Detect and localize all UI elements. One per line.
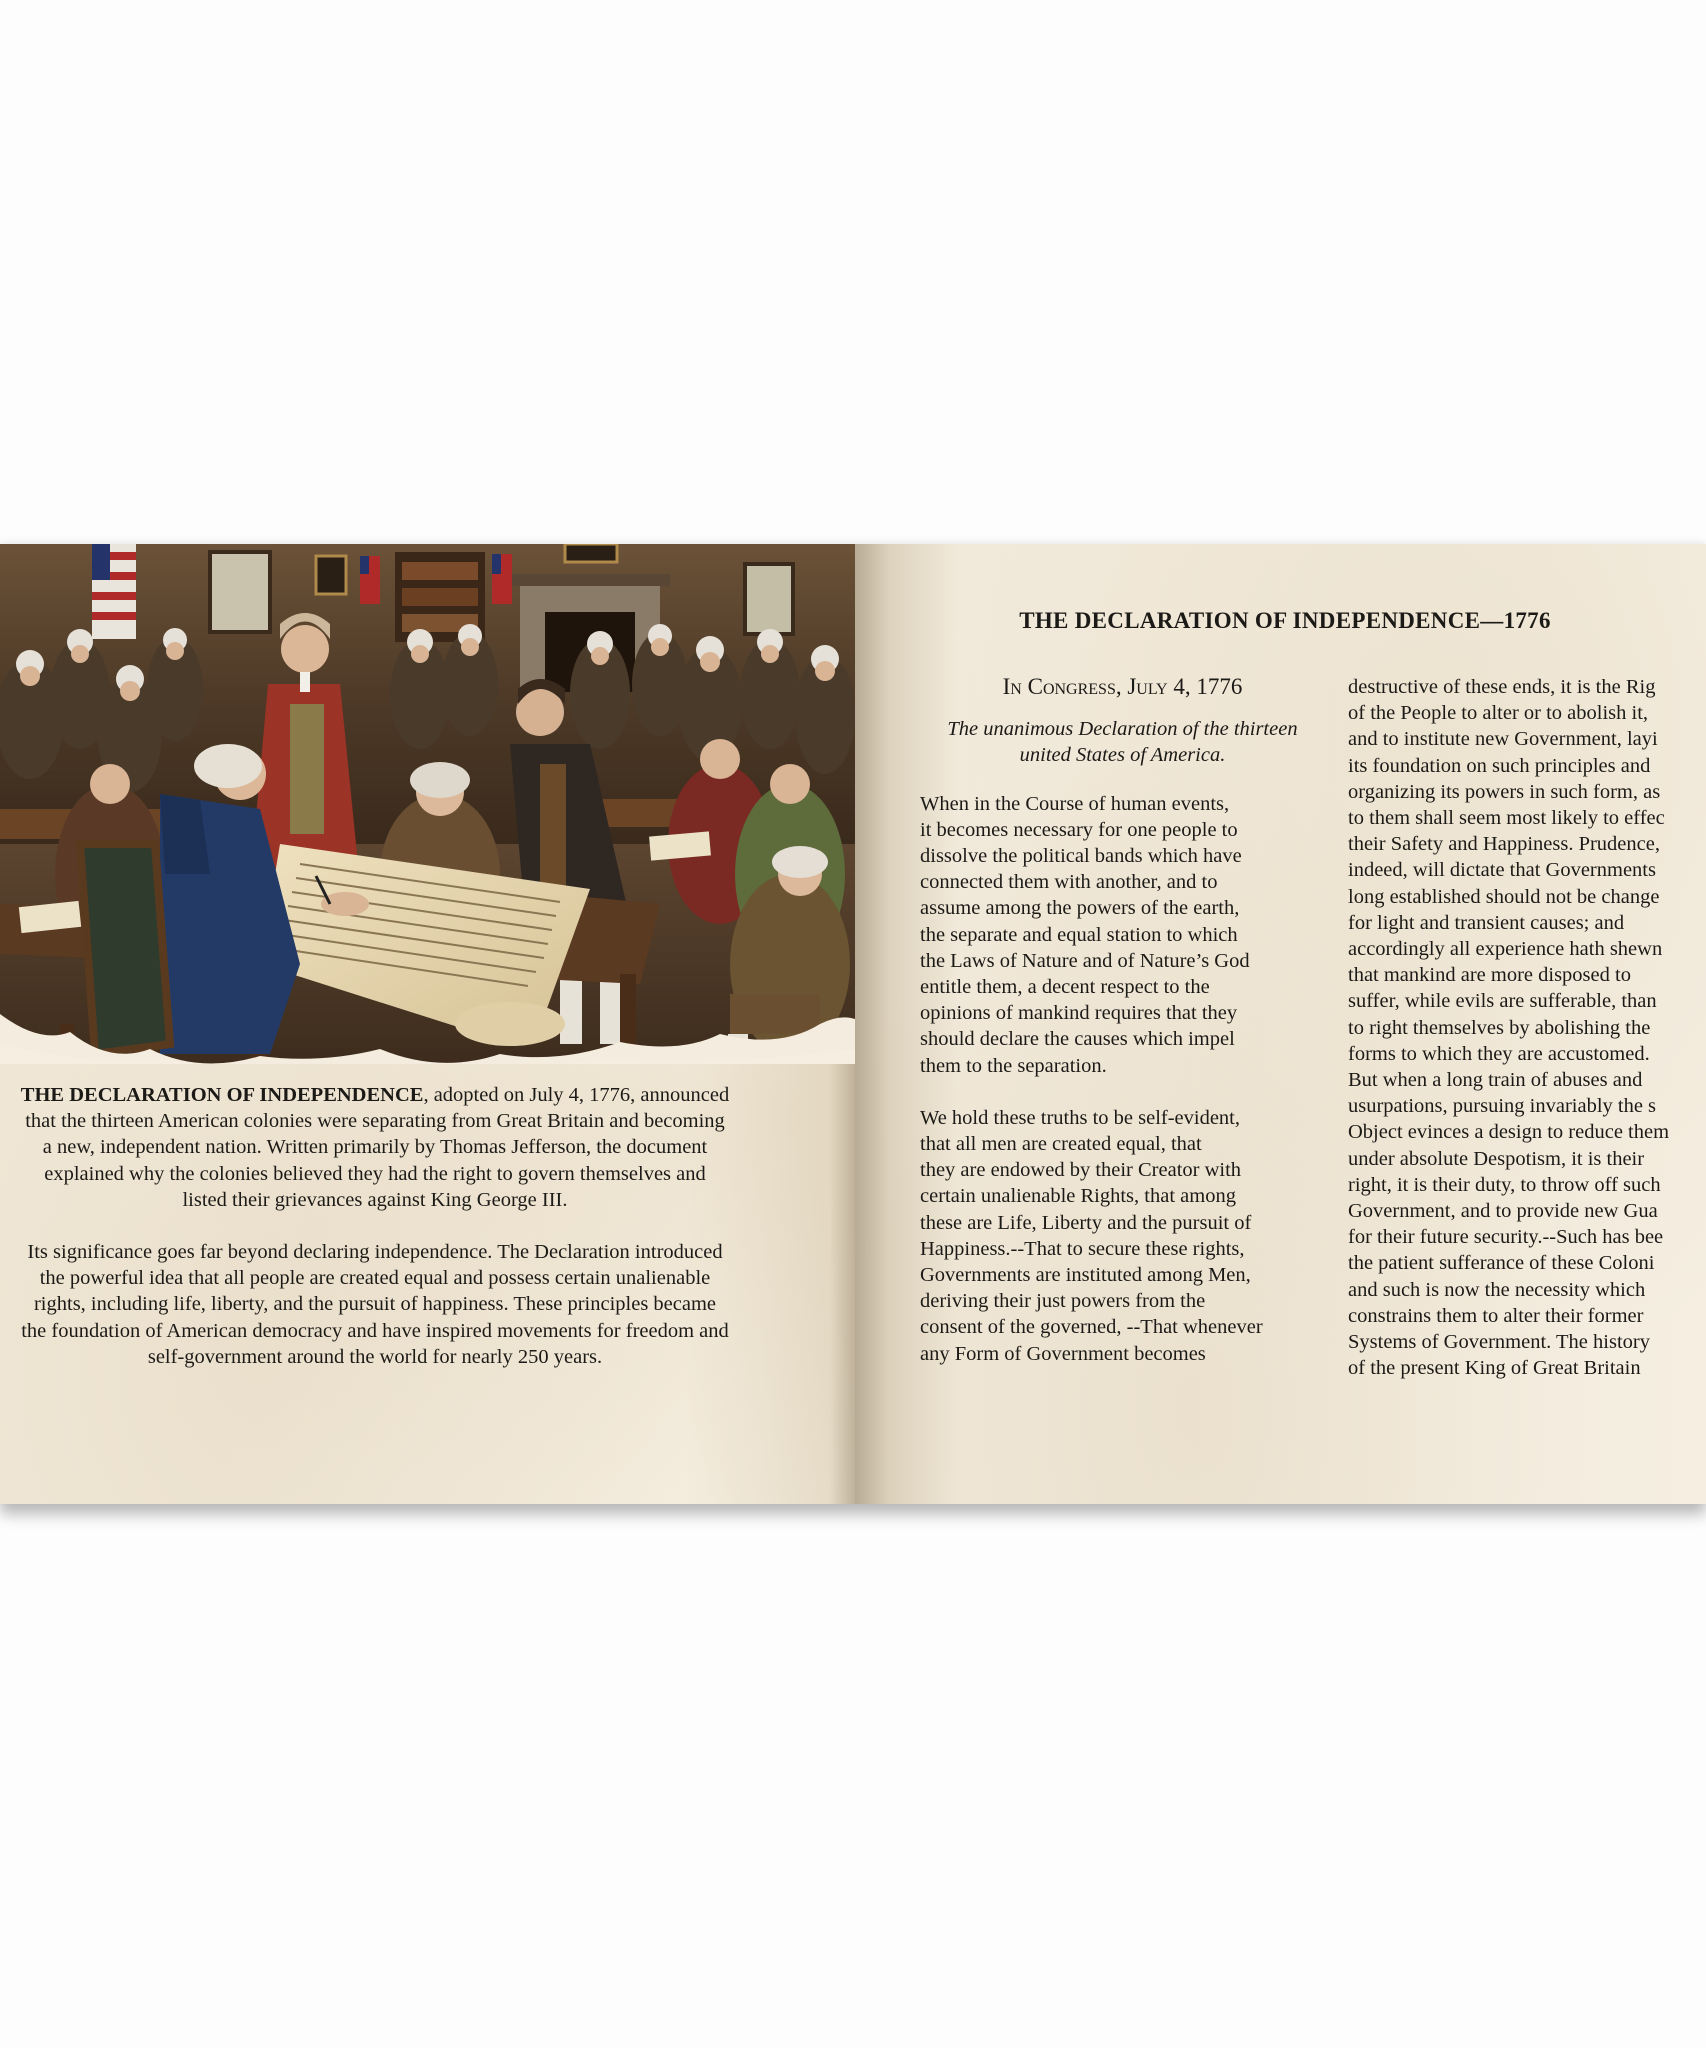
congress-heading: In Congress, July 4, 1776 xyxy=(1002,674,1243,699)
text-line: their Safety and Happiness. Prudence, xyxy=(1348,833,1660,856)
text-line: suffer, while evils are sufferable, than xyxy=(1348,990,1657,1013)
text-line: that mankind are more disposed to xyxy=(1348,964,1631,987)
text-line: organizing its powers in such form, as xyxy=(1348,780,1661,803)
text-line: of the People to alter or to abolish it, xyxy=(1348,702,1649,725)
text-line: any Form of Government becomes xyxy=(920,1342,1206,1365)
text-line: indeed, will dictate that Governments xyxy=(1348,859,1656,882)
book-spread xyxy=(0,544,1706,1504)
text-column-2 xyxy=(1348,674,1706,1381)
intro-paragraph xyxy=(20,1082,730,1213)
left-intro-text xyxy=(20,1082,730,1396)
text-line: the patient sufferance of these Coloni xyxy=(1348,1252,1655,1275)
text-line: constrains them to alter their former xyxy=(1348,1304,1644,1327)
text-line: right, it is their duty, to throw off such xyxy=(1348,1173,1661,1196)
text-line: for their future security.--Such has bee xyxy=(1348,1226,1664,1249)
text-line: deriving their just powers from the xyxy=(920,1290,1206,1313)
text-line: and to institute new Government, layi xyxy=(1348,728,1658,751)
text-line: When in the Course of human events, xyxy=(920,792,1230,815)
text-line: the Laws of Nature and of Nature’s God xyxy=(920,949,1250,972)
signing-illustration xyxy=(0,544,855,1064)
text-line: accordingly all experience hath shewn xyxy=(1348,938,1663,961)
text-line: Governments are instituted among Men, xyxy=(920,1264,1251,1287)
text-line: to right themselves by abolishing the xyxy=(1348,1016,1651,1039)
text-column-1 xyxy=(920,674,1325,1393)
text-line: assume among the powers of the earth, xyxy=(920,897,1240,920)
text-line: destructive of these ends, it is the Rig xyxy=(1348,676,1656,698)
text-line: Object evinces a design to reduce them xyxy=(1348,1121,1670,1144)
truths-paragraph xyxy=(920,1105,1325,1367)
intro-rest: , adopted on July 4, 1776, announced that the thirteen American colonies were separating from Great Britain and becoming a new, independent nation. Written primarily by Thomas Jefferson, the document explained why the colonies believed they had the right to govern themselves and listed their grievances against King George III. xyxy=(25,1084,730,1211)
text-line: opinions of mankind requires that they xyxy=(920,1002,1238,1025)
text-line: these are Life, Liberty and the pursuit of xyxy=(920,1211,1252,1234)
text-line: forms to which they are accustomed. xyxy=(1348,1042,1650,1065)
text-line: of the present King of Great Britain xyxy=(1348,1357,1641,1380)
text-line: Happiness.--That to secure these rights, xyxy=(920,1237,1245,1260)
text-line: under absolute Despotism, it is their xyxy=(1348,1147,1645,1170)
text-line: entitle them, a decent respect to the xyxy=(920,976,1210,999)
text-line: and such is now the necessity which xyxy=(1348,1278,1646,1301)
page-title: THE DECLARATION OF INDEPENDENCE—1776 xyxy=(1019,608,1551,633)
text-line: it becomes necessary for one people to xyxy=(920,818,1238,841)
text-line: the separate and equal station to which xyxy=(920,923,1238,946)
preamble-paragraph xyxy=(920,791,1325,1079)
text-line: for light and transient causes; and xyxy=(1348,911,1625,934)
right-page xyxy=(855,544,1706,1504)
text-line: connected them with another, and to xyxy=(920,871,1218,894)
text-line: Government, and to provide new Gua xyxy=(1348,1200,1658,1223)
intro-lead: THE DECLARATION OF INDEPENDENCE xyxy=(20,1084,424,1106)
text-line: them to the separation. xyxy=(920,1054,1107,1077)
text-line: dissolve the political bands which have xyxy=(920,845,1242,868)
text-line: they are endowed by their Creator with xyxy=(920,1159,1242,1182)
text-line: should declare the causes which impel xyxy=(920,1028,1235,1051)
text-line: But when a long train of abuses and xyxy=(1348,1069,1643,1092)
left-page xyxy=(0,544,855,1504)
text-line: that all men are created equal, that xyxy=(920,1133,1202,1156)
unanimous-subtitle: The unanimous Declaration of the thirteen united States of America. xyxy=(947,718,1298,767)
text-line: usurpations, pursuing invariably the s xyxy=(1348,1095,1657,1118)
text-line: long established should not be change xyxy=(1348,885,1660,908)
text-line: Systems of Government. The history xyxy=(1348,1331,1650,1354)
text-line: to them shall seem most likely to effec xyxy=(1348,807,1665,830)
text-line: We hold these truths to be self-evident, xyxy=(920,1106,1241,1129)
significance-paragraph: Its significance goes far beyond declaring independence. The Declaration introduced the powerful idea that all people are created equal and possess certain unalienable rights, including life, liberty, and the pursuit of happiness. These principles became the foundation of American democracy and have inspired movements for freedom and self-government around the world for nearly 250 years. xyxy=(21,1241,729,1368)
text-line: its foundation on such principles and xyxy=(1348,754,1651,777)
text-line: consent of the governed, --That whenever xyxy=(920,1316,1263,1339)
text-line: certain unalienable Rights, that among xyxy=(920,1185,1236,1208)
